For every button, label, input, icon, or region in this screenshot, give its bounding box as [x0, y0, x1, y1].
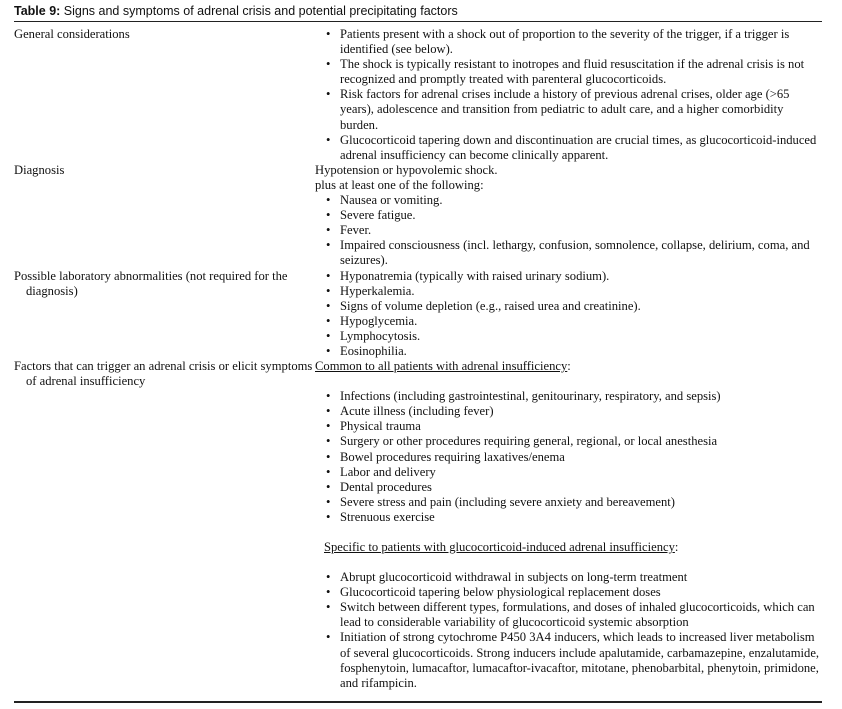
list-item: • Initiation of strong cytochrome P450 3A4 inducers, which leads to increased liver metabolism of several glucocorticoids. Strong inducers include apalutamide, carbamazepine, enzalutamide, fosphenytoin, lumacaftor, lumacaftor-ivacaftor, mitotane, phenobarbital, phenytoin, primidone, and rifampicin.	[315, 630, 822, 690]
bullet-list	[315, 269, 822, 360]
table-number: Table 9:	[14, 4, 61, 18]
row-content	[315, 269, 822, 360]
list-item: • Severe stress and pain (including severe anxiety and bereavement)	[315, 495, 822, 510]
row-label: Factors that can trigger an adrenal crisis or elicit symptoms of adrenal insufficiency	[14, 359, 313, 389]
spacer	[315, 374, 822, 389]
row-label: Diagnosis	[14, 162, 65, 177]
list-item: • Acute illness (including fever)	[315, 404, 822, 419]
list-item: • Bowel procedures requiring laxatives/enema	[315, 450, 822, 465]
list-item: • Risk factors for adrenal crises include a history of previous adrenal crises, older age (>65 years), adolescence and transition from pediatric to adult care, and a higher comorbidity burden.	[315, 87, 822, 132]
bullet-list	[315, 570, 822, 691]
symptoms-table	[14, 27, 822, 691]
table-row	[14, 359, 822, 691]
table-row	[14, 27, 822, 163]
list-item: • Surgery or other procedures requiring general, regional, or local anesthesia	[315, 434, 822, 449]
subheading-common: Common to all patients with adrenal insufficiency:	[315, 359, 571, 374]
spacer	[315, 525, 822, 540]
list-item: • Patients present with a shock out of proportion to the severity of the trigger, if a trigger is identified (see below).	[315, 27, 822, 57]
row-content	[315, 163, 822, 269]
bullet-list	[315, 389, 822, 525]
list-item: • Eosinophilia.	[315, 344, 822, 359]
list-item: • Glucocorticoid tapering below physiological replacement doses	[315, 585, 822, 600]
table-row	[14, 163, 822, 269]
table-caption	[14, 3, 832, 19]
list-item: • Nausea or vomiting.	[315, 193, 822, 208]
list-item: • Dental procedures	[315, 480, 822, 495]
bullet-list	[315, 27, 822, 163]
list-item: • Hyponatremia (typically with raised urinary sodium).	[315, 269, 822, 284]
list-item: • Impaired consciousness (incl. lethargy, confusion, somnolence, collapse, delirium, coma, and seizures).	[315, 238, 822, 268]
bullet-list	[315, 193, 822, 268]
list-item: • Switch between different types, formulations, and doses of inhaled glucocorticoids, which can lead to considerable variability of glucocorticoid systemic absorption	[315, 600, 822, 630]
list-item: • Severe fatigue.	[315, 208, 822, 223]
list-item: • Fever.	[315, 223, 822, 238]
list-item: • Hypoglycemia.	[315, 314, 822, 329]
table-title: Signs and symptoms of adrenal crisis and potential precipitating factors	[60, 4, 458, 18]
subheading-specific: Specific to patients with glucocorticoid-induced adrenal insufficiency:	[324, 540, 679, 554]
list-item: • Strenuous exercise	[315, 510, 822, 525]
list-item: • Signs of volume depletion (e.g., raised urea and creatinine).	[315, 299, 822, 314]
diagnosis-line: Hypotension or hypovolemic shock.	[315, 162, 498, 177]
bottom-rule	[14, 701, 822, 703]
list-item: • Glucocorticoid tapering down and discontinuation are crucial times, as glucocorticoid-induced adrenal insufficiency can become clinically apparent.	[315, 133, 822, 163]
list-item: • Lymphocytosis.	[315, 329, 822, 344]
spacer	[315, 555, 822, 570]
diagnosis-line: plus at least one of the following:	[315, 177, 484, 192]
row-label: General considerations	[14, 27, 130, 41]
row-content	[315, 27, 822, 163]
list-item: • The shock is typically resistant to inotropes and fluid resuscitation if the adrenal crisis is not recognized and promptly treated with parenteral glucocorticoids.	[315, 57, 822, 87]
row-label: Possible laboratory abnormalities (not required for the diagnosis)	[14, 268, 288, 298]
table-row	[14, 269, 822, 360]
top-rule	[14, 21, 822, 22]
list-item: • Abrupt glucocorticoid withdrawal in subjects on long-term treatment	[315, 570, 822, 585]
list-item: • Physical trauma	[315, 419, 822, 434]
list-item: • Hyperkalemia.	[315, 284, 822, 299]
list-item: • Infections (including gastrointestinal, genitourinary, respiratory, and sepsis)	[315, 389, 822, 404]
list-item: • Labor and delivery	[315, 465, 822, 480]
row-content	[315, 359, 822, 691]
